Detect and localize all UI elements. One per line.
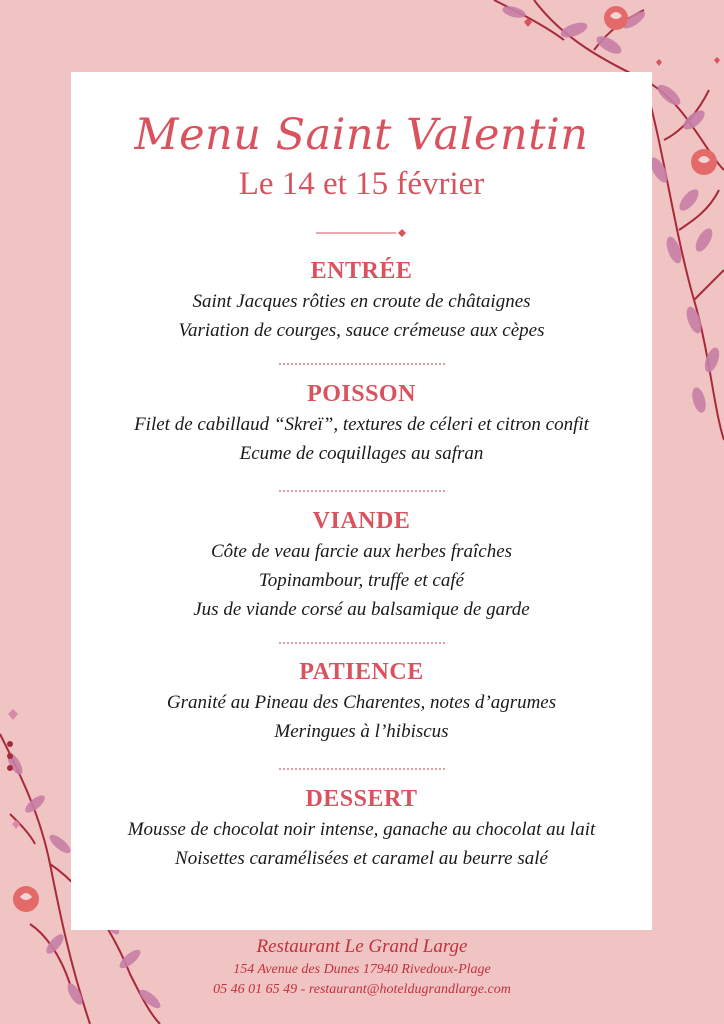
restaurant-name: Restaurant Le Grand Large <box>256 936 468 957</box>
menu-item: Meringues à l’hibiscus <box>274 721 449 742</box>
section-poisson <box>71 381 652 468</box>
menu-title: Menu Saint Valentin <box>134 110 589 160</box>
restaurant-address: 154 Avenue des Dunes 17940 Rivedoux-Plage <box>233 962 491 977</box>
ornament-divider <box>316 228 408 238</box>
menu-item: Ecume de coquillages au safran <box>239 443 484 464</box>
menu-item: Côte de veau farcie aux herbes fraîches <box>210 541 513 562</box>
section-dessert <box>71 786 652 873</box>
section-heading: DESSERT <box>305 786 418 812</box>
section-heading: VIANDE <box>312 508 411 534</box>
menu-item: Mousse de chocolat noir intense, ganache au chocolat au lait <box>127 819 596 840</box>
section-patience <box>71 659 652 746</box>
menu-item: Filet de cabillaud “Skreï”, textures de céleri et citron confit <box>134 414 589 435</box>
dotted-separator <box>279 490 445 492</box>
restaurant-footer <box>0 936 724 1000</box>
menu-item: Noisettes caramélisées et caramel au beurre salé <box>175 848 548 869</box>
menu-date: Le 14 et 15 février <box>238 166 485 202</box>
restaurant-contact: 05 46 01 65 49 - restaurant@hoteldugrandlarge.com <box>213 982 511 997</box>
dotted-separator <box>279 642 445 644</box>
section-heading: POISSON <box>307 381 416 407</box>
menu-item: Granité au Pineau des Charentes, notes d’agrumes <box>166 692 557 713</box>
menu-item: Saint Jacques rôties en croute de châtaignes <box>192 291 531 312</box>
menu-item: Jus de viande corsé au balsamique de garde <box>193 599 530 620</box>
section-heading: ENTRÉE <box>310 258 413 284</box>
section-viande <box>71 508 652 624</box>
menu-card <box>71 72 652 930</box>
dotted-separator <box>279 363 445 365</box>
menu-item: Topinambour, truffe et café <box>258 570 465 591</box>
section-entree <box>71 258 652 345</box>
menu-item: Variation de courges, sauce crémeuse aux cèpes <box>178 320 545 341</box>
section-heading: PATIENCE <box>299 659 424 685</box>
dotted-separator <box>279 768 445 770</box>
